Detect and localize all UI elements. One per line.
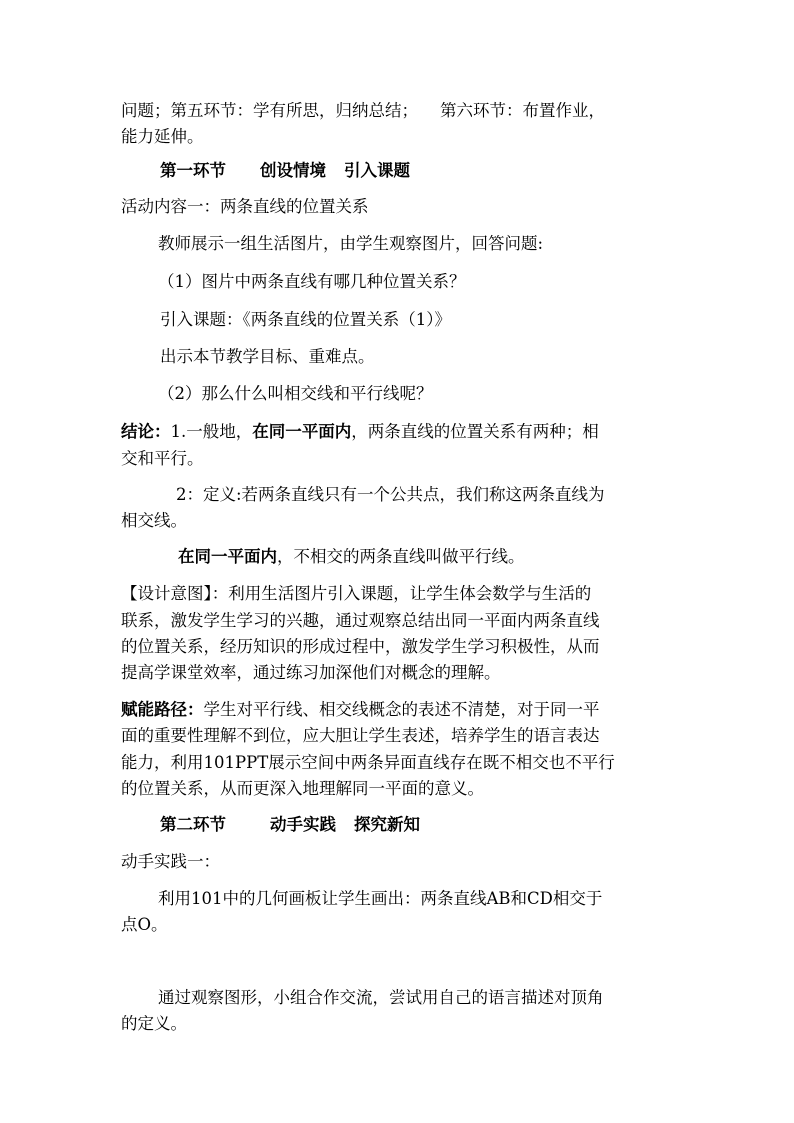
paragraph-line: 利用101中的几何画板让学生画出：两条直线AB和CD相交于 xyxy=(158,889,603,908)
design-intent-line: 【设计意图】：利用生活图片引入课题，让学生体会数学与生活的 xyxy=(121,584,592,603)
paragraph-line: 教师展示一组生活图片，由学生观察图片，回答问题: xyxy=(158,234,544,253)
paragraph-line: 联系，激发学生学习的兴趣，通过观察总结出同一平面内两条直线 xyxy=(121,611,600,630)
section-heading-2: 第二环节 动手实践 探究新知 xyxy=(160,815,420,834)
paragraph-line: 问题；第五环节：学有所思，归纳总结； 第六环节：布置作业， xyxy=(121,101,605,120)
question-1: （1）图片中两条直线有哪几种位置关系？ xyxy=(158,272,466,291)
empowerment-path-line: 赋能路径：学生对平行线、相交线概念的表述不清楚，对于同一平 xyxy=(121,700,600,719)
paragraph-line: 的位置关系，经历知识的形成过程中，激发学生学习积极性，从而 xyxy=(121,637,600,656)
paragraph-line: 出示本节教学目标、重难点。 xyxy=(160,347,375,366)
question-2: （2）那么什么叫相交线和平行线呢？ xyxy=(158,384,433,403)
paragraph-line: 通过观察图形，小组合作交流，尝试用自己的语言描述对顶角 xyxy=(158,988,604,1007)
paragraph-line: 的位置关系，从而更深入地理解同一平面的意义。 xyxy=(121,779,484,798)
paragraph-line: 交和平行。 xyxy=(121,449,204,468)
paragraph-line: 引入课题：《两条直线的位置关系（1）》 xyxy=(160,310,451,329)
paragraph-line: 动手实践一： xyxy=(121,852,220,871)
paragraph-line: 点O。 xyxy=(121,915,168,934)
paragraph-line: 的定义。 xyxy=(121,1014,187,1033)
paragraph-line: 提高学课堂效率，通过练习加深他们对概念的理解。 xyxy=(121,663,501,682)
section-heading-1: 第一环节 创设情境 引入课题 xyxy=(160,161,410,180)
paragraph-line: 相交线。 xyxy=(121,511,187,530)
paragraph-line: 活动内容一：两条直线的位置关系 xyxy=(121,197,369,216)
conclusion-line: 结论：1.一般地，在同一平面内，两条直线的位置关系有两种；相 xyxy=(121,422,599,441)
paragraph-line: 能力延伸。 xyxy=(121,127,204,146)
definition-line: 2：定义:若两条直线只有一个公共点，我们称这两条直线为 xyxy=(176,485,605,504)
paragraph-line: 能力，利用101PPT展示空间中两条异面直线存在既不相交也不平行 xyxy=(121,753,615,772)
definition-line: 在同一平面内，不相交的两条直线叫做平行线。 xyxy=(178,547,525,566)
paragraph-line: 面的重要性理解不到位，应大胆让学生表述，培养学生的语言表达 xyxy=(121,726,600,745)
